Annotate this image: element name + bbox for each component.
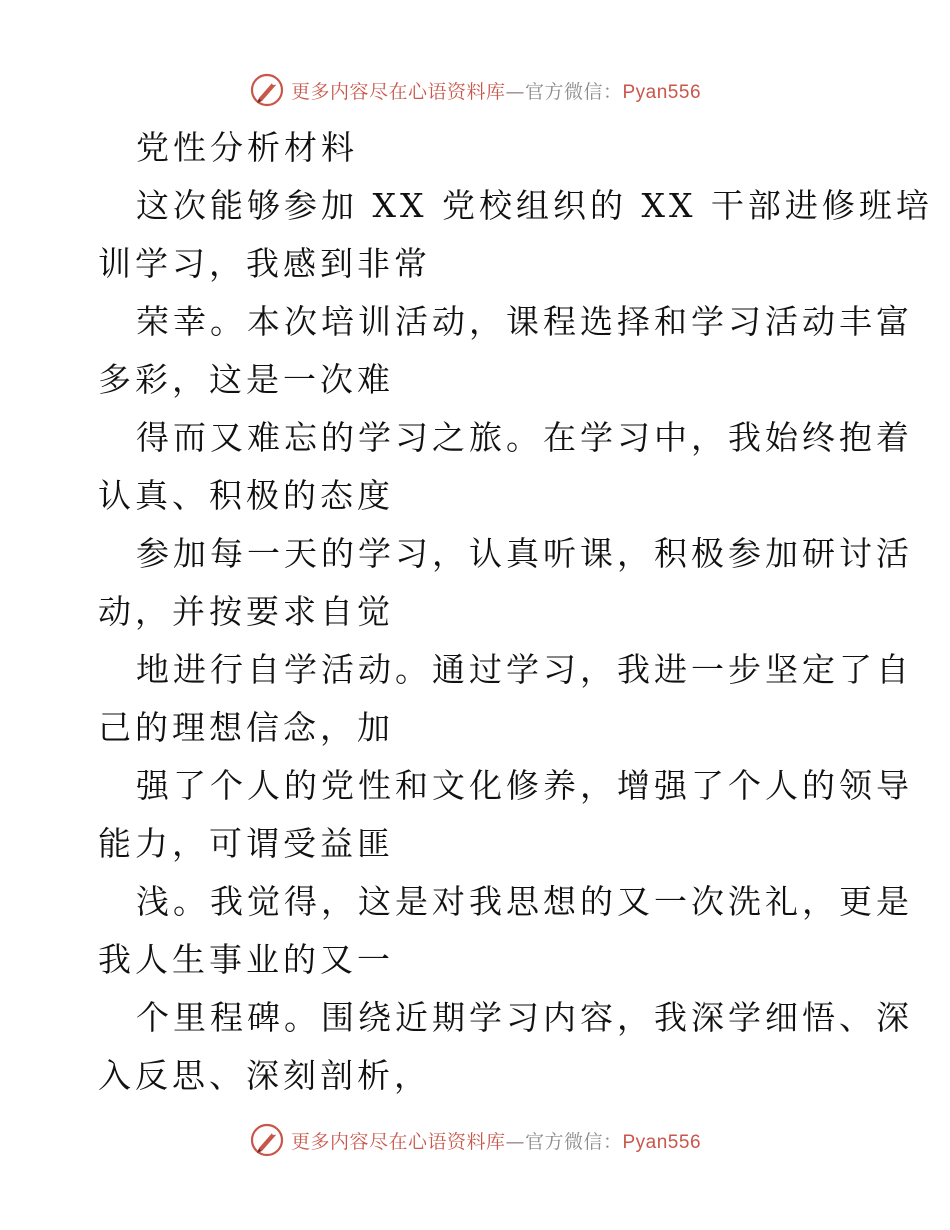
paragraph-line: 得而又难忘的学习之旅。在学习中，我始终抱着 bbox=[136, 418, 913, 457]
banner-official-label: 官方微信： bbox=[524, 80, 623, 103]
document-title: 党性分析材料 bbox=[136, 128, 358, 167]
paragraph-line: 能力，可谓受益匪 bbox=[98, 824, 394, 863]
header-banner bbox=[0, 70, 950, 110]
paragraph-line: 动，并按要求自觉 bbox=[98, 592, 394, 631]
footer-banner bbox=[0, 1120, 950, 1160]
banner-official-label: 官方微信： bbox=[524, 1130, 623, 1153]
pen-logo-icon bbox=[249, 72, 285, 108]
paragraph-line: 我人生事业的又一 bbox=[98, 940, 394, 979]
paragraph-line: 参加每一天的学习，认真听课，积极参加研讨活 bbox=[136, 534, 913, 573]
paragraph-line: 荣幸。本次培训活动，课程选择和学习活动丰富 bbox=[136, 302, 913, 341]
paragraph-line: 个里程碑。围绕近期学习内容，我深学细悟、深 bbox=[136, 998, 913, 1037]
paragraph-line: 强了个人的党性和文化修养，增强了个人的领导 bbox=[136, 766, 913, 805]
banner-wechat-id: Pyan556 bbox=[622, 1131, 702, 1153]
paragraph-line: 多彩，这是一次难 bbox=[98, 360, 394, 399]
paragraph-line: 入反思、深刻剖析， bbox=[98, 1056, 431, 1095]
paragraph-line: 训学习，我感到非常 bbox=[98, 244, 431, 283]
pen-logo-icon bbox=[249, 1122, 285, 1158]
paragraph-line: 认真、积极的态度 bbox=[98, 476, 394, 515]
paragraph-line: 这次能够参加 XX 党校组织的 XX 干部进修班培 bbox=[136, 186, 933, 225]
paragraph-line: 浅。我觉得，这是对我思想的又一次洗礼，更是 bbox=[136, 882, 913, 921]
paragraph-line: 地进行自学活动。通过学习，我进一步坚定了自 bbox=[136, 650, 913, 689]
banner-dash: — bbox=[505, 1130, 525, 1153]
banner-dash: — bbox=[505, 80, 525, 103]
banner-main-text: 更多内容尽在心语资料库 bbox=[290, 1130, 506, 1153]
paragraph-line: 己的理想信念，加 bbox=[98, 708, 394, 747]
banner-main-text: 更多内容尽在心语资料库 bbox=[290, 80, 506, 103]
banner-wechat-id: Pyan556 bbox=[622, 81, 702, 103]
